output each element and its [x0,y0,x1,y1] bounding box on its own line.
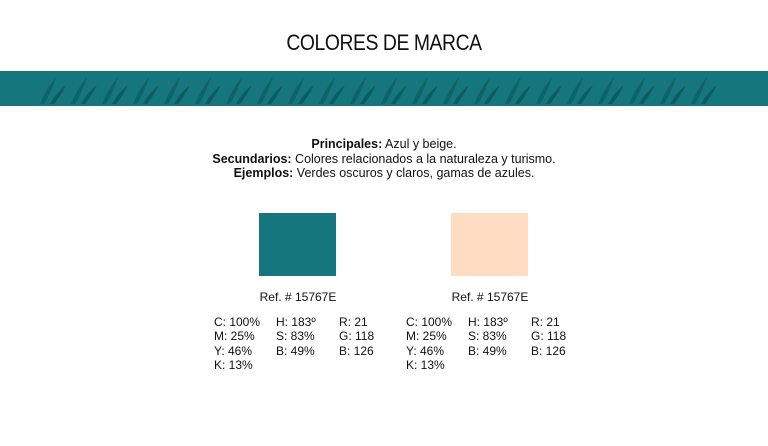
cmyk-m: M: 25% [406,329,447,344]
rgb-column [339,315,374,358]
hsb-b: B: 49% [276,343,315,358]
principales-label: Principales: [311,137,383,151]
rgb-g: G: 118 [339,329,375,344]
cmyk-c: C: 100% [406,315,453,329]
leaf-pattern-icon [0,71,768,106]
rgb-column [531,315,566,358]
cmyk-column [406,315,452,372]
rgb-r: R: 21 [531,315,560,329]
cmyk-c: C: 100% [214,315,261,329]
secundarios-text: Colores relacionados a la naturaleza y turismo. [291,151,556,166]
principales-text: Azul y beige. [382,137,457,151]
decorative-band [0,71,768,106]
rgb-b: B: 126 [531,343,566,358]
rgb-b: B: 126 [339,343,374,358]
ejemplos-label: Ejemplos: [233,166,294,180]
hsb-column [468,315,508,358]
color-swatch-secondary [451,213,528,276]
page-title: COLORES DE MARCA [286,30,482,55]
color-swatch-primary [259,213,336,276]
hsb-s: S: 83% [468,329,507,344]
cmyk-column [214,315,260,372]
hsb-s: S: 83% [276,329,315,344]
rgb-g: G: 118 [531,329,567,344]
cmyk-k: K: 13% [214,357,253,372]
rgb-r: R: 21 [339,315,368,329]
cmyk-y: Y: 46% [406,343,445,358]
brand-description [0,137,768,181]
cmyk-y: Y: 46% [214,343,253,358]
hsb-column [276,315,316,358]
cmyk-m: M: 25% [214,329,255,344]
ejemplos-text: Verdes oscuros y claros, gamas de azules. [293,166,535,180]
principales-line [0,137,768,152]
swatch-ref-primary: Ref. # 15767E [259,290,337,304]
secundarios-line [0,152,768,167]
hsb-h: H: 183º [468,315,508,329]
hsb-h: H: 183º [276,315,316,329]
cmyk-k: K: 13% [406,357,445,372]
hsb-b: B: 49% [468,343,507,358]
ejemplos-line [0,166,768,181]
secundarios-label: Secundarios: [212,151,292,166]
swatch-ref-secondary: Ref. # 15767E [451,290,529,304]
